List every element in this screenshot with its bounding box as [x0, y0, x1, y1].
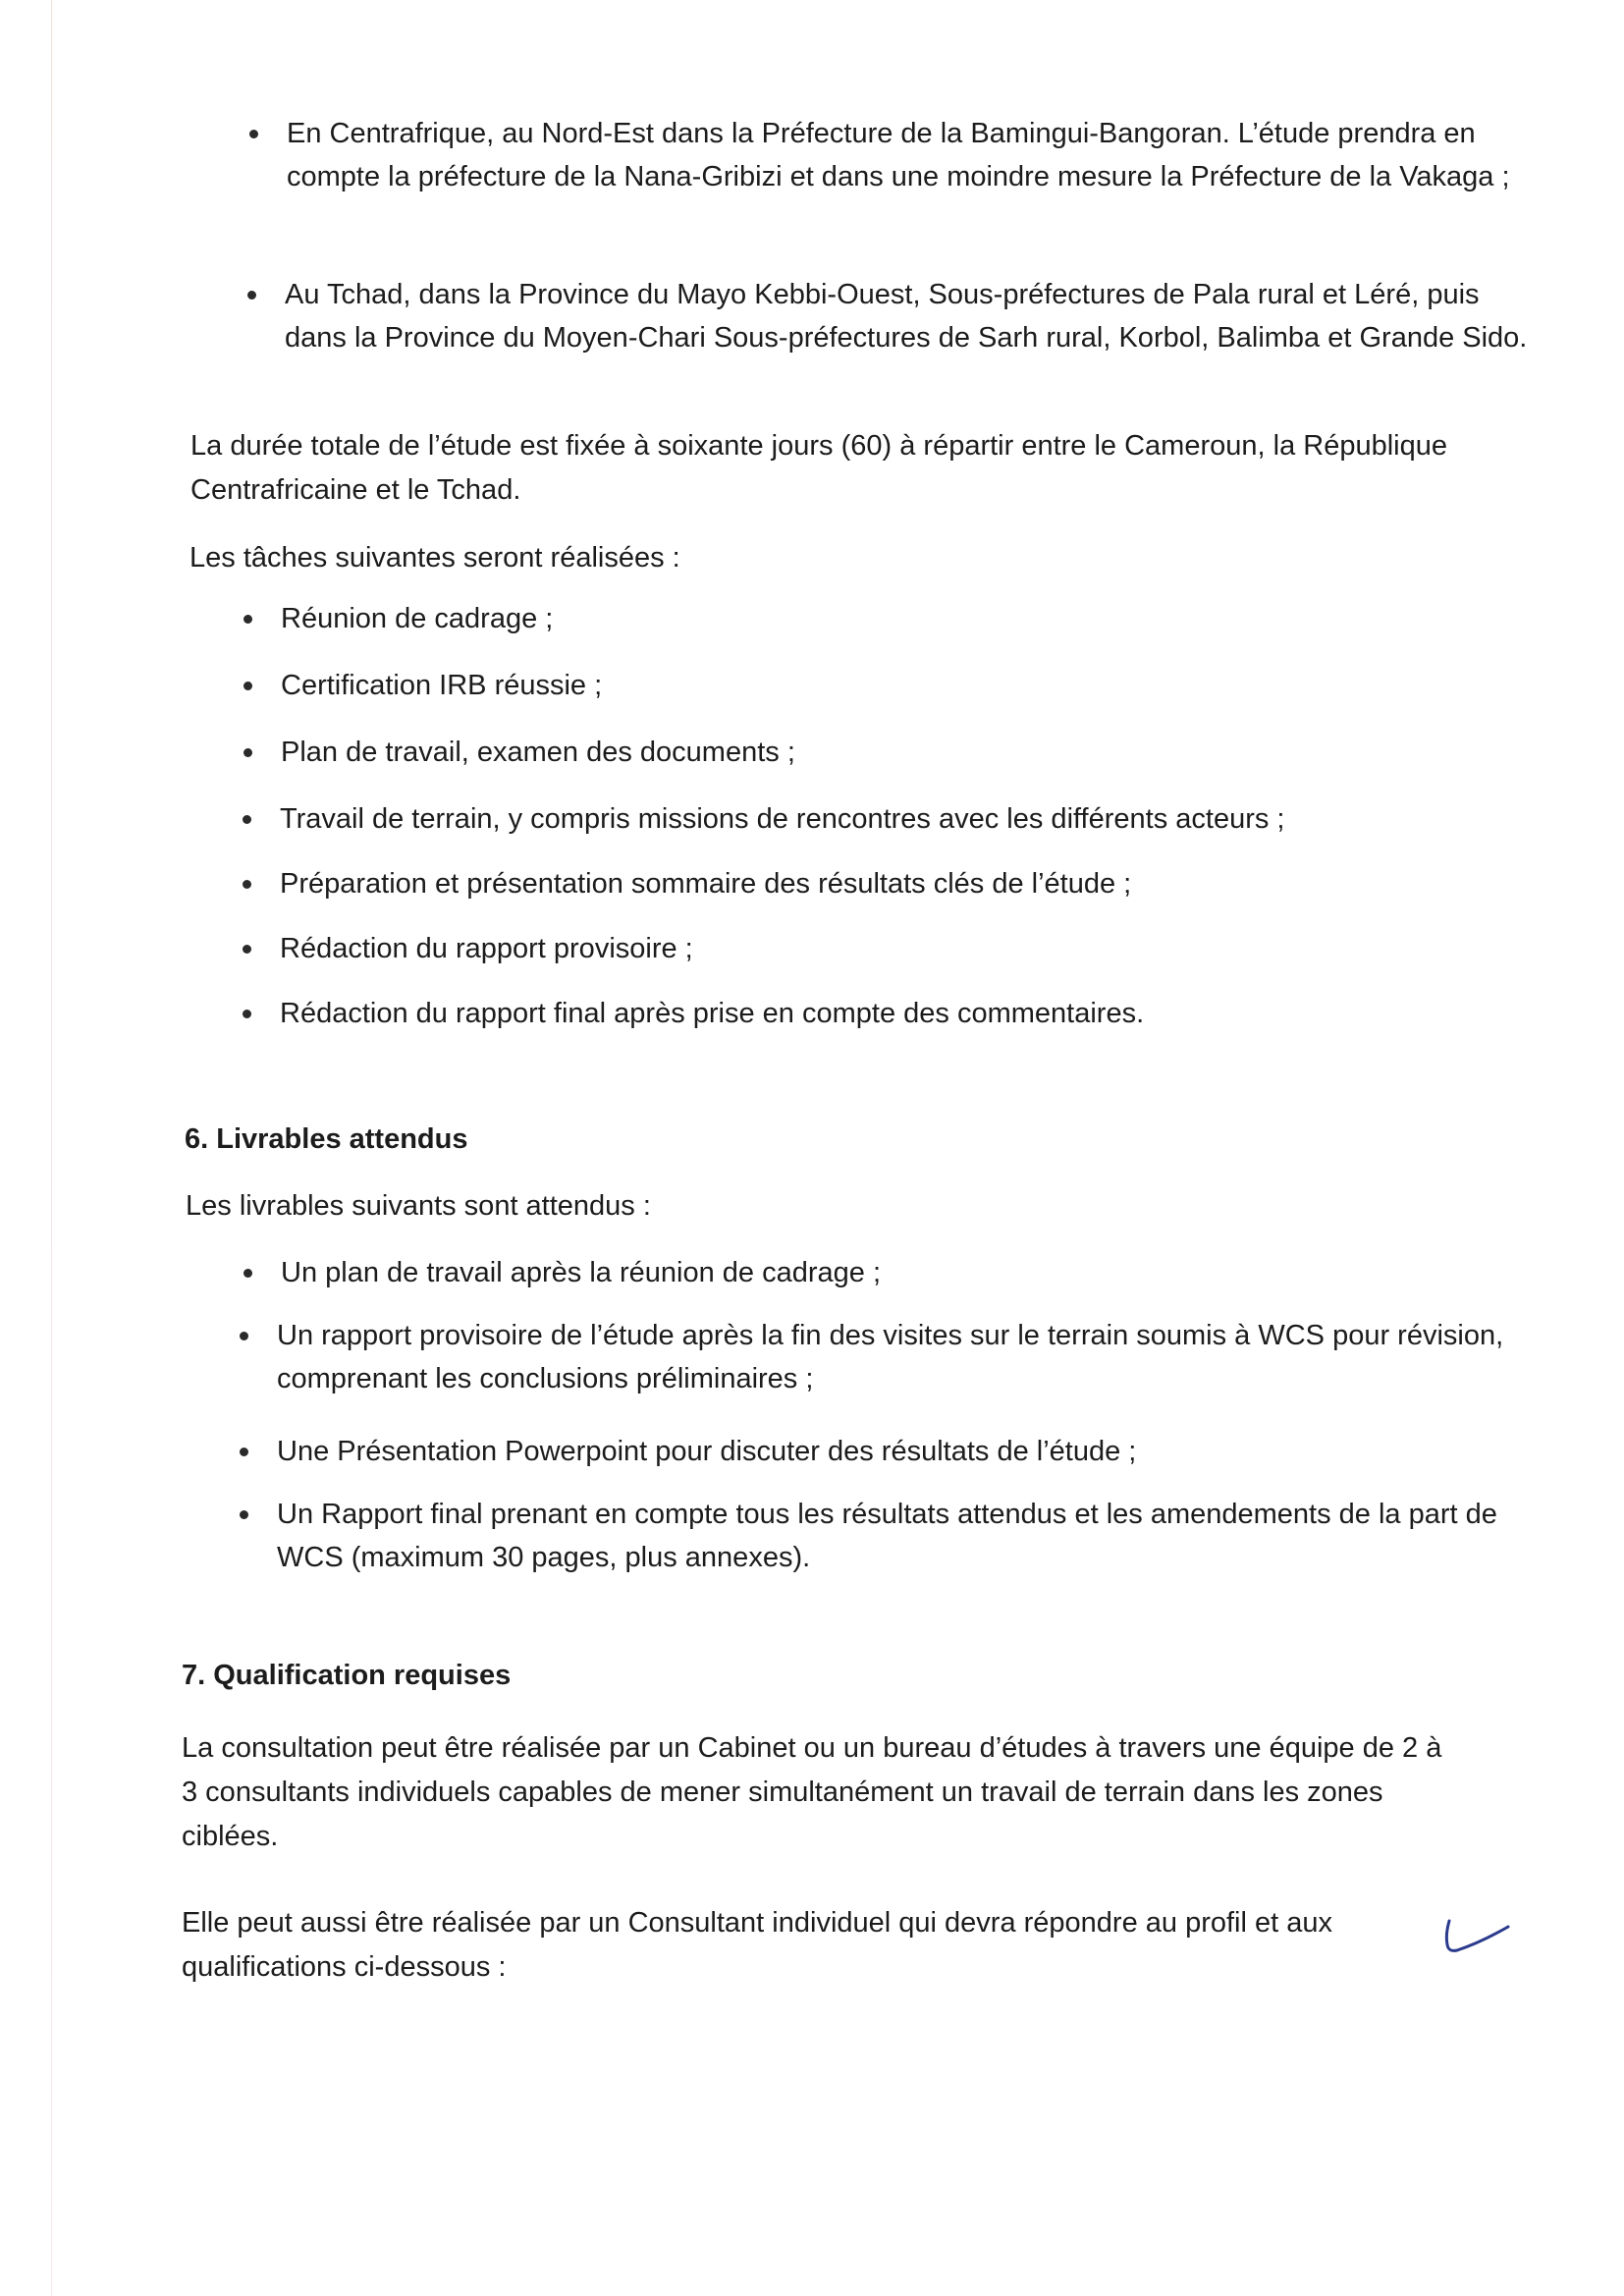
- list-item: [277, 1493, 1534, 1579]
- list-item-text: Réunion de cadrage ;: [281, 603, 554, 634]
- deliverables-intro: Les livrables suivants sont attendus :: [186, 1190, 651, 1222]
- list-item: [280, 862, 1537, 905]
- tasks-intro: Les tâches suivantes seront réalisées :: [189, 542, 680, 574]
- bullet-icon: [244, 748, 252, 757]
- bullet-icon: [244, 682, 252, 690]
- individual-consultant-paragraph: Elle peut aussi être réalisée par un Consultant individuel qui devra répondre au profil et aux qualifications ci-dessous :: [182, 1907, 1332, 1983]
- bullet-icon: [244, 615, 252, 624]
- section-heading: 7. Qualification requises: [182, 1660, 512, 1691]
- list-item: [280, 927, 1537, 970]
- list-item-text: Un plan de travail après la réunion de cadrage ;: [281, 1257, 881, 1288]
- qualification-paragraph: La consultation peut être réalisée par un Cabinet ou un bureau d’études à travers une équipe de 2 à 3 consultants individuels capables de mener simultanément un travail de terrain dans les zones ciblées.: [182, 1732, 1442, 1852]
- list-item: [280, 797, 1537, 841]
- list-item: [281, 1251, 1538, 1294]
- list-item-text: Une Présentation Powerpoint pour discuter des résultats de l’étude ;: [277, 1436, 1137, 1467]
- list-item-text: Travail de terrain, y compris missions de rencontres avec les différents acteurs ;: [280, 803, 1285, 835]
- list-item: [280, 992, 1537, 1035]
- list-item: [287, 112, 1543, 198]
- bullet-icon: [243, 815, 251, 824]
- list-item-text: Rédaction du rapport final après prise en compte des commentaires.: [280, 998, 1145, 1029]
- bullet-icon: [244, 1269, 252, 1278]
- bullet-icon: [240, 1510, 248, 1519]
- section-heading: 6. Livrables attendus: [185, 1123, 468, 1155]
- list-item: [281, 597, 1538, 640]
- list-item-text: Un Rapport final prenant en compte tous les résultats attendus et les amendements de la part de WCS (maximum 30 pages, plus annexes).: [277, 1499, 1497, 1573]
- list-item: [277, 1430, 1534, 1473]
- list-item-text: Rédaction du rapport provisoire ;: [280, 933, 693, 964]
- bullet-icon: [240, 1332, 248, 1340]
- bullet-icon: [247, 291, 256, 300]
- list-item: [285, 273, 1542, 359]
- list-item-text: Au Tchad, dans la Province du Mayo Kebbi-Ouest, Sous-préfectures de Pala rural et Léré, puis dans la Province du Moyen-Chari Sous-préfectures de Sarh rural, Korbol, Balimba et Grande Sido.: [285, 279, 1528, 354]
- duration-paragraph: La durée totale de l’étude est fixée à soixante jours (60) à répartir entre le Cameroun, la République Centrafricaine et le Tchad.: [190, 430, 1447, 506]
- list-item-text: Plan de travail, examen des documents ;: [281, 737, 795, 768]
- handwritten-checkmark-icon: [1435, 1917, 1514, 1966]
- page-margin-line: [51, 0, 52, 2296]
- list-item: [281, 731, 1538, 774]
- bullet-icon: [243, 945, 251, 954]
- list-item-text: En Centrafrique, au Nord-Est dans la Préfecture de la Bamingui-Bangoran. L’étude prendra en compte la préfecture de la Nana-Gribizi et dans une moindre mesure la Préfecture de la Vakaga ;: [287, 118, 1510, 192]
- list-item-text: Certification IRB réussie ;: [281, 670, 603, 701]
- bullet-icon: [240, 1448, 248, 1456]
- bullet-icon: [249, 130, 258, 138]
- list-item: [281, 664, 1538, 707]
- bullet-icon: [243, 880, 251, 889]
- list-item-text: Préparation et présentation sommaire des résultats clés de l’étude ;: [280, 868, 1132, 900]
- list-item: [277, 1314, 1534, 1400]
- bullet-icon: [243, 1010, 251, 1018]
- list-item-text: Un rapport provisoire de l’étude après la fin des visites sur le terrain soumis à WCS pour révision, comprenant les conclusions préliminaires ;: [277, 1320, 1504, 1394]
